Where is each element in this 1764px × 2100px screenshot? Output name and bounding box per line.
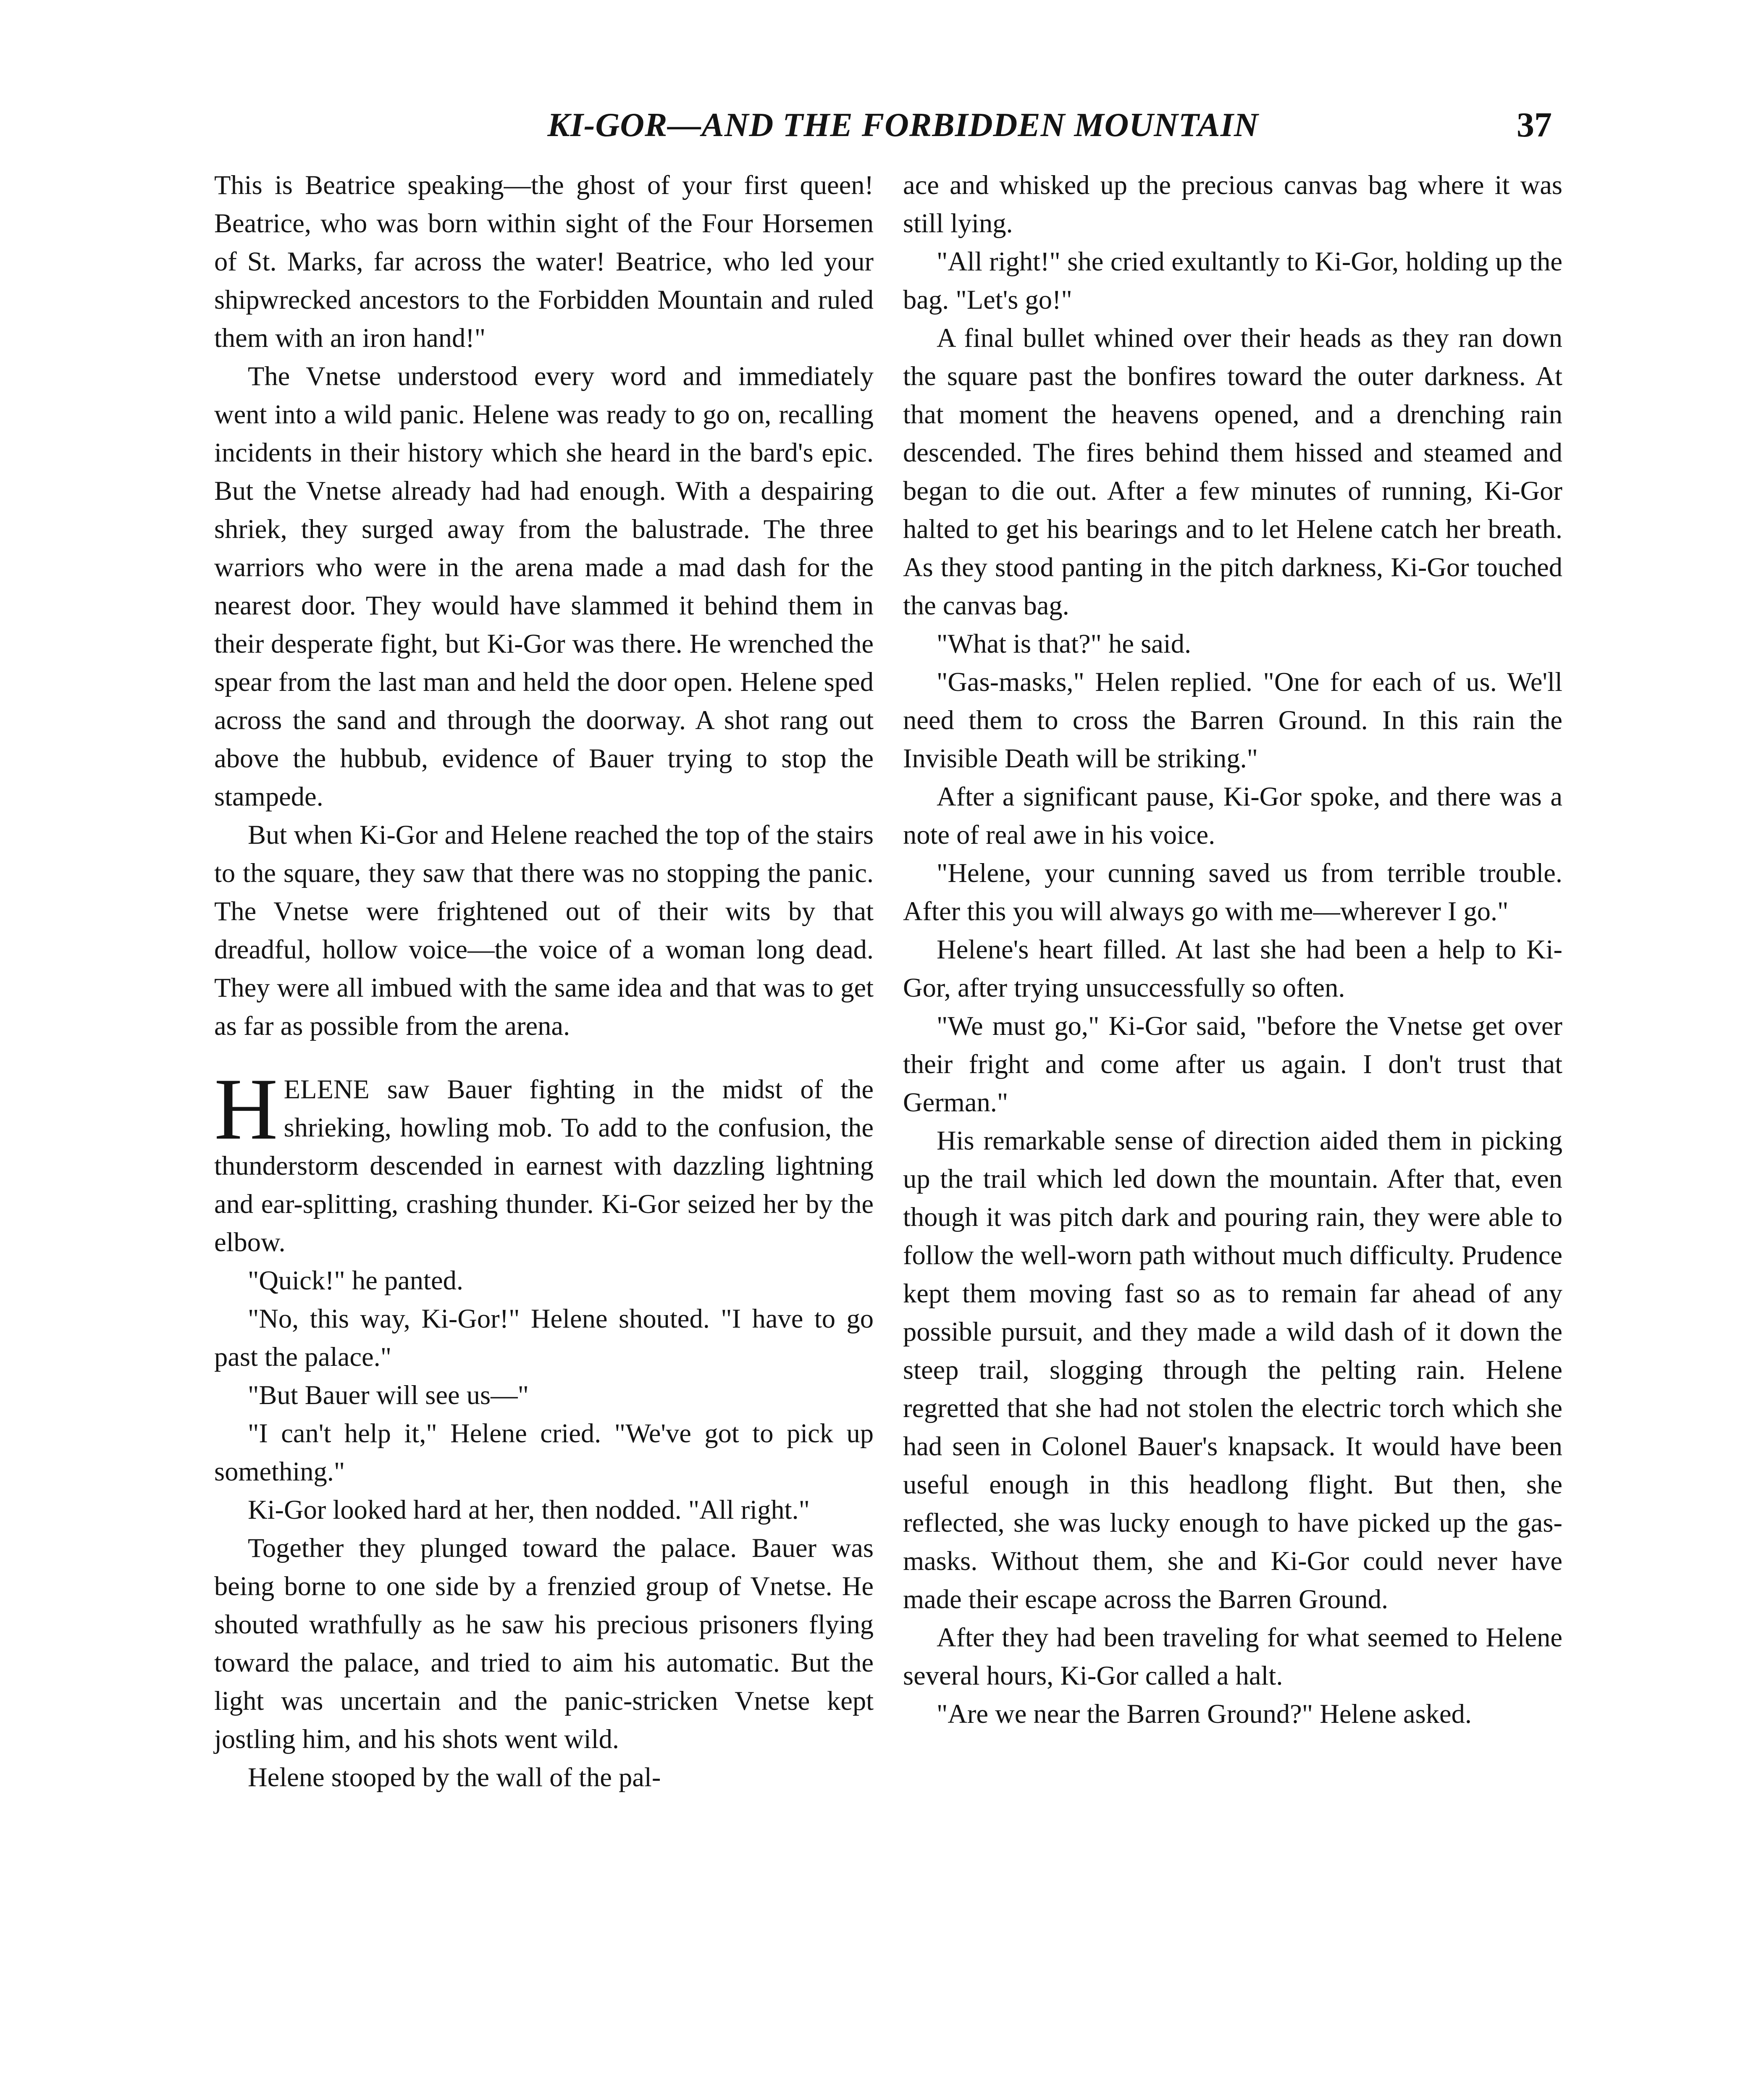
- paragraph: "Quick!" he panted.: [248, 1265, 463, 1295]
- paragraph: A final bullet whined over their heads as they ran down the square past the bonfires toward the outer darkness. At that moment the heavens opened, and a drenching rain descended. The fires behind them hissed and steamed and began to die out. After a few minutes of running, Ki-Gor halted to get his bearings and to let Helene catch her breath. As they stood panting in the pitch darkness, Ki-Gor touched the canvas bag.: [903, 323, 1562, 620]
- paragraph-continuation: ace and whisked up the precious canvas bag where it was still lying.: [903, 170, 1562, 238]
- section-opening-text: ELENE saw Bauer fighting in the midst of the shrieking, howling mob. To add to the confusion, the thunderstorm descended in earnest with dazzling lightning and ear-splitting, crashing thunder. Ki-Gor seized her by the elbow.: [214, 1074, 874, 1257]
- paragraph: Helene stooped by the wall of the pal-: [248, 1762, 661, 1792]
- left-column: [214, 166, 874, 1796]
- story-title: KI-GOR—AND THE FORBIDDEN MOUNTAIN: [547, 107, 1259, 144]
- right-column: [903, 166, 1562, 1733]
- paragraph: The Vnetse understood every word and immediately went into a wild panic. Helene was ready to go on, recalling incidents in their history which she heard in the bard's epic. But the Vnetse already had had enough. With a despairing shriek, they surged away from the balustrade. The three warriors who were in the arena made a mad dash for the nearest door. They would have slammed it behind them in their desperate fight, but Ki-Gor was there. He wrenched the spear from the last man and held the door open. Helene sped across the sand and through the doorway. A shot rang out above the hubbub, evidence of Bauer trying to stop the stampede.: [214, 361, 874, 811]
- paragraph: This is Beatrice speaking—the ghost of your first queen! Beatrice, who was born within sight of the Four Horsemen of St. Marks, far across the water! Beatrice, who led your shipwrecked ancestors to the Forbidden Mountain and ruled them with an iron hand!": [214, 170, 874, 353]
- paragraph: But when Ki-Gor and Helene reached the top of the stairs to the square, they saw that there was no stopping the panic. The Vnetse were frightened out of their wits by that dreadful, hollow voice—the voice of a woman long dead. They were all imbued with the same idea and that was to get as far as possible from the arena.: [214, 820, 874, 1041]
- page-number: 37: [1517, 105, 1552, 144]
- drop-cap: H: [214, 1060, 278, 1158]
- paragraph: "All right!" she cried exultantly to Ki-Gor, holding up the bag. "Let's go!": [903, 247, 1562, 315]
- paragraph: "But Bauer will see us—": [248, 1380, 529, 1410]
- paragraph: "Gas-masks," Helen replied. "One for each of us. We'll need them to cross the Barren Ground. In this rain the Invisible Death will be striking.": [903, 667, 1562, 773]
- paragraph: "No, this way, Ki-Gor!" Helene shouted. "I have to go past the palace.": [214, 1304, 874, 1372]
- paragraph: After they had been traveling for what seemed to Helene several hours, Ki-Gor called a halt.: [903, 1622, 1562, 1690]
- paragraph: After a significant pause, Ki-Gor spoke, and there was a note of real awe in his voice.: [903, 782, 1562, 850]
- paragraph: "Helene, your cunning saved us from terrible trouble. After this you will always go with me—wherever I go.": [903, 858, 1562, 926]
- paragraph: "We must go," Ki-Gor said, "before the Vnetse get over their fright and come after us again. I don't trust that German.": [903, 1011, 1562, 1117]
- paragraph: Helene's heart filled. At last she had been a help to Ki-Gor, after trying unsuccessfully so often.: [903, 934, 1562, 1003]
- paragraph: His remarkable sense of direction aided them in picking up the trail which led down the mountain. After that, even though it was pitch dark and pouring rain, they were able to follow the well-worn path without much difficulty. Prudence kept them moving fast so as to remain far ahead of any possible pursuit, and they made a wild dash of it down the steep trail, slogging through the pelting rain. Helene regretted that she had not stolen the electric torch which she had seen in Colonel Bauer's knapsack. It would have been useful enough in this headlong flight. But then, she reflected, she was lucky enough to have picked up the gas-masks. Without them, she and Ki-Gor could never have made their escape across the Barren Ground.: [903, 1126, 1562, 1614]
- paragraph: Together they plunged toward the palace. Bauer was being borne to one side by a frenzied group of Vnetse. He shouted wrathfully as he saw his precious prisoners flying toward the palace, and tried to aim his automatic. But the light was uncertain and the panic-stricken Vnetse kept jostling him, and his shots went wild.: [214, 1533, 874, 1754]
- paragraph: "I can't help it," Helene cried. "We've got to pick up something.": [214, 1418, 874, 1486]
- section-opening-paragraph: [214, 1060, 874, 1261]
- paragraph: "What is that?" he said.: [937, 629, 1192, 659]
- paragraph: "Are we near the Barren Ground?" Helene asked.: [937, 1699, 1472, 1729]
- paragraph: Ki-Gor looked hard at her, then nodded. "All right.": [248, 1495, 810, 1525]
